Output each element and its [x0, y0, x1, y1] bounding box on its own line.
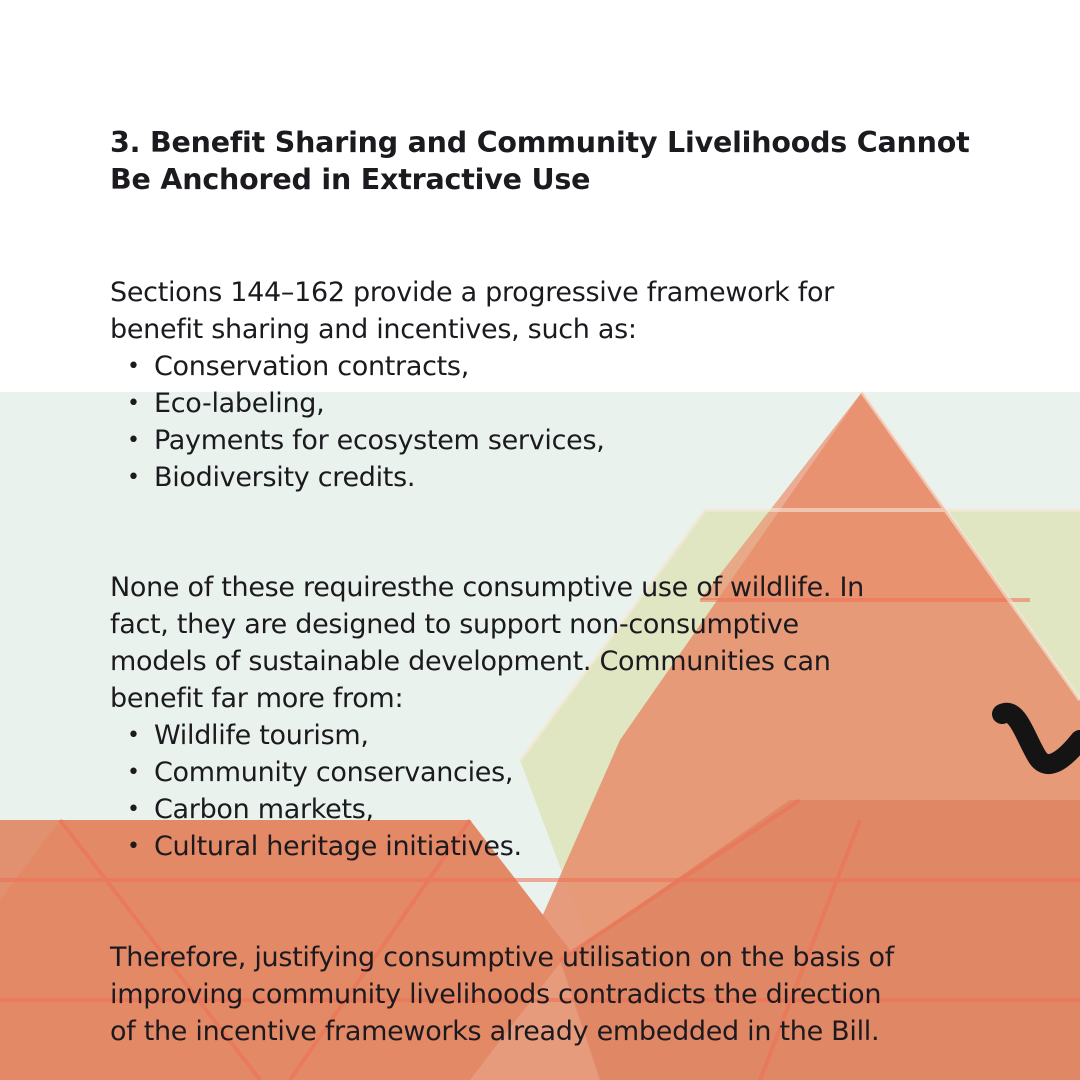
- conclusion-line-1: Therefore, justifying consumptive utilisation on the basis of: [110, 942, 894, 973]
- intro-paragraph: [110, 274, 1030, 348]
- middle-line-1: None of these requiresthe consumptive use of wildlife. In: [110, 572, 864, 603]
- bullet-icon: •: [127, 465, 140, 490]
- bullet-icon: •: [127, 797, 140, 822]
- list-item: [110, 717, 522, 754]
- list-item-text: Cultural heritage initiatives.: [154, 831, 522, 862]
- list-item: [110, 459, 605, 496]
- middle-line-4: benefit far more from:: [110, 683, 404, 714]
- conclusion-paragraph: [110, 939, 1030, 1050]
- middle-line-3: models of sustainable development. Communities can: [110, 646, 831, 677]
- list-item-text: Payments for ecosystem services,: [154, 425, 605, 456]
- list-item-text: Conservation contracts,: [154, 351, 469, 382]
- middle-line-2: fact, they are designed to support non-consumptive: [110, 609, 799, 640]
- conclusion-line-2: improving community livelihoods contradicts the direction: [110, 979, 882, 1010]
- section-heading: [110, 124, 1010, 198]
- bullet-icon: •: [127, 723, 140, 748]
- middle-paragraph: [110, 569, 1030, 717]
- bullet-icon: •: [127, 834, 140, 859]
- conclusion-line-3: of the incentive frameworks already embedded in the Bill.: [110, 1016, 880, 1047]
- incentives-list: [110, 348, 605, 496]
- intro-line-2: benefit sharing and incentives, such as:: [110, 314, 637, 345]
- alternatives-list: [110, 717, 522, 865]
- intro-line-1: Sections 144–162 provide a progressive framework for: [110, 277, 834, 308]
- bullet-icon: •: [127, 760, 140, 785]
- heading-line-2: Be Anchored in Extractive Use: [110, 163, 591, 196]
- bullet-icon: •: [127, 391, 140, 416]
- list-item-text: Carbon markets,: [154, 794, 374, 825]
- list-item-text: Eco-labeling,: [154, 388, 325, 419]
- list-item-text: Community conservancies,: [154, 757, 514, 788]
- list-item: [110, 828, 522, 865]
- list-item: [110, 422, 605, 459]
- list-item: [110, 754, 522, 791]
- list-item: [110, 791, 522, 828]
- bullet-icon: •: [127, 428, 140, 453]
- list-item: [110, 385, 605, 422]
- heading-line-1: 3. Benefit Sharing and Community Livelihoods Cannot: [110, 126, 970, 159]
- list-item-text: Biodiversity credits.: [154, 462, 416, 493]
- bullet-icon: •: [127, 354, 140, 379]
- list-item-text: Wildlife tourism,: [154, 720, 369, 751]
- list-item: [110, 348, 605, 385]
